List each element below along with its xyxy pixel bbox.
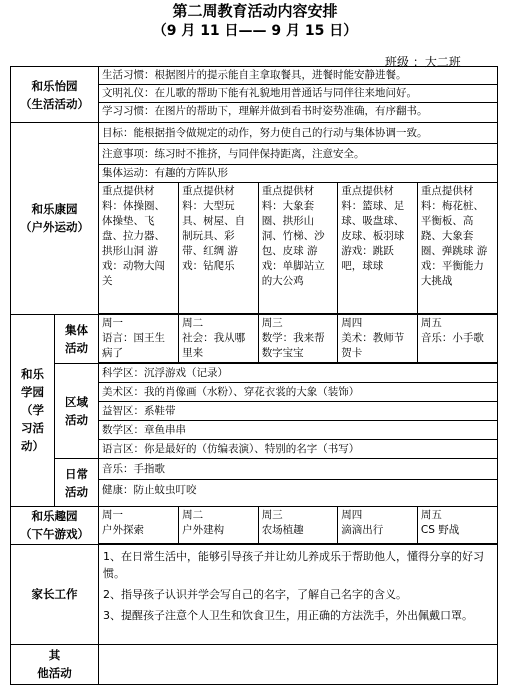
life-content (99, 67, 498, 123)
fun-day-cell (99, 507, 179, 543)
daily-activity-label: 日常 活动 (55, 459, 99, 507)
game-text: CS 野战 (420, 524, 460, 536)
life-line: 学习习惯：在图片的帮助下，理解并做到看书时姿势准确，有序翻书。 (102, 105, 428, 117)
class-label: 班级 ：大二班 (385, 55, 461, 69)
area-line: 数学区：章鱼串串 (99, 421, 497, 440)
fun-day-cell (338, 507, 418, 543)
health-note: 注意事项：练习时不推挤，与同伴保持距离，注意安全。 (99, 144, 497, 165)
material-cell: 重点提供材料：大象套圈、拱形山洞、竹梯、沙包、皮球 游戏：单脚站立的大公鸡 (258, 183, 338, 313)
daily-line: 健康：防止蚊虫叮咬 (102, 484, 197, 496)
group-day-cell (179, 315, 259, 363)
weekday-label: 周三 (261, 316, 283, 329)
area-line: 科学区：沉浮游戏（记录） (99, 364, 497, 383)
area-line: 语言区：你是最好的（仿编表演）、特别的名字（书写） (102, 443, 360, 455)
family-item: 2、指导孩子认识并学会写自己的名字，了解自己名字的含义。 (103, 587, 407, 601)
daily-activity-content (99, 459, 498, 507)
weekday-label: 周三 (261, 509, 283, 521)
family-content (99, 544, 498, 644)
life-line: 生活习惯：根据图片的提示能自主拿取餐具，进餐时能安静进餐。 (99, 67, 497, 85)
material-cell: 重点提供材料：梅花桩、平衡板、高跷、大象套圈、弹跳球 游戏：平衡能力大挑战 (417, 183, 497, 313)
fun-day-cell (179, 507, 259, 543)
health-goal: 目标：能根据指令做规定的动作，努力使自己的行动与集体协调一致。 (99, 123, 497, 144)
weekday-label: 周二 (182, 316, 204, 329)
area-line: 益智区：系鞋带 (99, 402, 497, 421)
page-title: 第二周教育活动内容安排 (172, 2, 338, 20)
fun-row (11, 507, 498, 545)
fun-category: 和乐趣园 （下午游戏） (11, 507, 99, 545)
health-group: 集体运动：有趣的方阵队形 (99, 165, 497, 183)
learning-daily-row (11, 459, 498, 507)
activity-text: 语言：国王生病了 (102, 331, 165, 359)
other-category: 其 他活动 (11, 644, 99, 684)
fun-day-cell (258, 507, 338, 543)
daily-line: 音乐：手指歌 (99, 459, 497, 480)
weekday-label: 周四 (341, 316, 363, 329)
family-row (11, 544, 498, 644)
fun-content (99, 507, 498, 545)
activity-text: 数学：我来帮数字宝宝 (261, 331, 325, 359)
life-category: 和乐怡园 （生活活动） (11, 67, 99, 123)
family-item: 3、提醒孩子注意个人卫生和饮食卫生，用正确的方法洗手，外出佩戴口罩。 (103, 608, 473, 622)
group-day-cell (99, 315, 179, 363)
date-range: （9 月 11 日—— 9 月 15 日） (152, 23, 358, 39)
game-text: 农场植趣 (261, 524, 304, 536)
life-row (11, 67, 498, 123)
game-text: 户外建构 (182, 524, 225, 536)
weekday-label: 周五 (420, 316, 442, 329)
life-line: 文明礼仪：在儿歌的帮助下能有礼貌地用普通话与同伴往来地问好。 (99, 85, 497, 103)
group-day-cell (258, 315, 338, 363)
learning-group-row (11, 314, 498, 364)
activity-text: 社会：我从哪里来 (182, 331, 246, 359)
material-cell: 重点提供材料：篮球、足球、吸盘球、皮球、板羽球 游戏：跳跃吧，球球 (338, 183, 418, 313)
fun-day-cell (417, 507, 497, 543)
group-day-cell (338, 315, 418, 363)
health-category: 和乐康园 （户外运动） (11, 123, 99, 315)
activity-text: 美术：教师节贺卡 (341, 331, 405, 359)
learning-area-row (11, 364, 498, 459)
material-cell: 重点提供材料：体操圈、体操垫、飞盘、拉力器、拱形山洞 游戏：动物大闯关 (99, 183, 179, 313)
weekday-label: 周一 (102, 316, 123, 329)
other-row (11, 644, 498, 684)
material-cell: 重点提供材料：大型玩具、树屋、自制玩具、彩带、红绸 游戏：钻爬乐 (179, 183, 259, 313)
health-content (99, 123, 498, 315)
group-day-cell (417, 315, 497, 363)
weekday-label: 周二 (182, 509, 204, 521)
other-content (99, 644, 498, 684)
group-activity-label: 集体 活动 (55, 314, 99, 364)
game-text: 滴滴出行 (341, 524, 384, 536)
weekday-label: 周五 (420, 509, 442, 521)
area-activity-content (99, 364, 498, 459)
weekday-label: 周四 (341, 509, 363, 521)
schedule-table (10, 66, 498, 685)
activity-text: 音乐：小手歌 (420, 331, 484, 344)
health-row (11, 123, 498, 315)
group-activity-content (99, 314, 498, 364)
health-materials (99, 183, 497, 314)
area-line: 美术区：我的肖像画（水粉）、穿花衣裳的大象（装饰） (99, 383, 497, 402)
learning-category: 和乐 学园 （学 习活 动） (11, 314, 55, 507)
game-text: 户外探索 (102, 524, 144, 536)
weekday-label: 周一 (102, 509, 123, 521)
family-item: 1、在日常生活中，能够引导孩子并让幼儿养成乐于帮助他人，懂得分享的好习惯。 (103, 549, 484, 580)
family-category: 家长工作 (11, 544, 99, 644)
area-activity-label: 区域 活动 (55, 364, 99, 459)
